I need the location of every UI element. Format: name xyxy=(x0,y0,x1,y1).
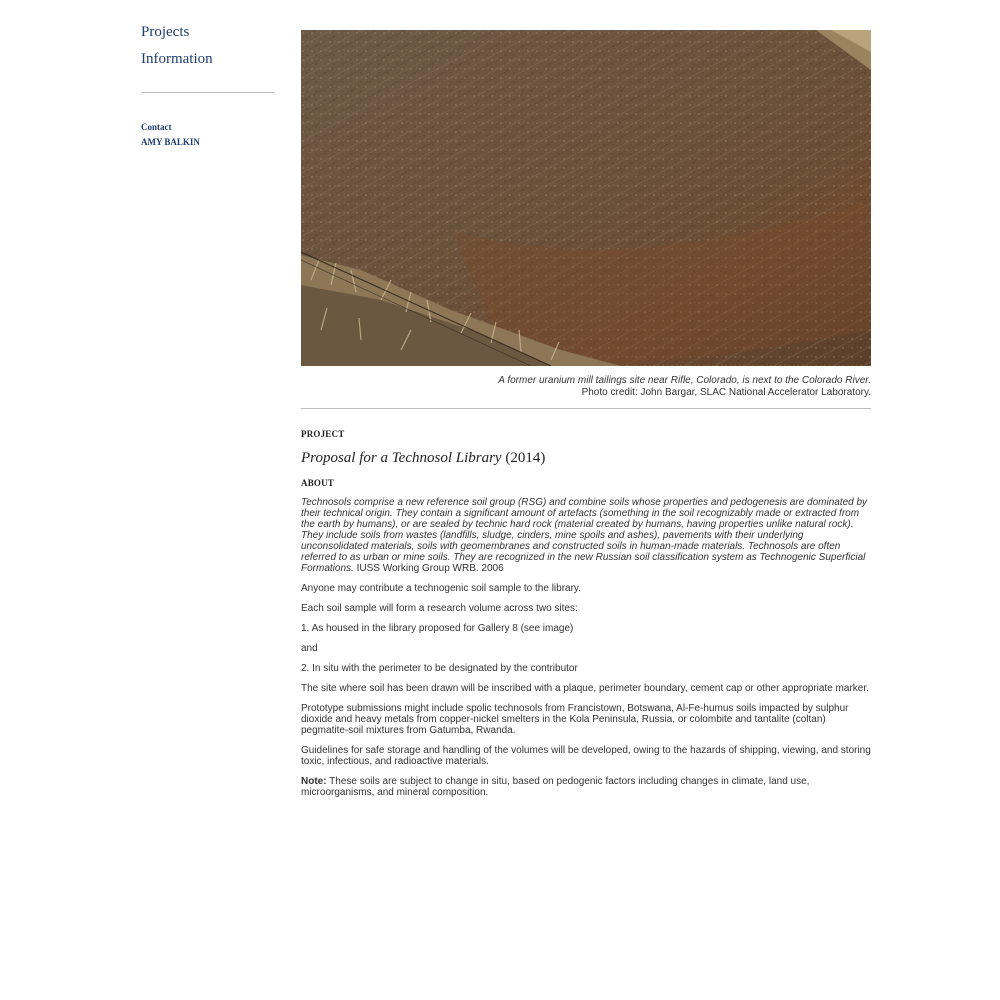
paragraph: Anyone may contribute a technogenic soil sample to the library. xyxy=(301,583,581,594)
paragraph: 1. As housed in the library proposed for Gallery 8 (see image) xyxy=(301,623,574,634)
paragraph: Prototype submissions might include spolic technosols from Francistown, Botswana, Al-Fe-humus soils impacted by sulphur dioxide and heavy metals from copper-nickel smelters in the Kola Peninsula, Russia, or colombite and tantalite (coltan) pegmatite-soil mixtures from Gatumba, Rwanda. xyxy=(301,703,849,736)
quote-source: IUSS Working Group WRB. 2006 xyxy=(353,563,504,574)
photo-caption xyxy=(301,375,871,399)
sidebar-divider xyxy=(141,92,275,93)
paragraph: The site where soil has been drawn will be inscribed with a plaque, perimeter boundary, cement cap or other appropriate marker. xyxy=(301,683,869,694)
nav-projects-link[interactable]: Projects xyxy=(141,24,190,40)
paragraph: 2. In situ with the perimeter to be designated by the contributor xyxy=(301,663,578,674)
paragraph: Each soil sample will form a research volume across two sites: xyxy=(301,603,578,614)
caption-credit: Photo credit: John Bargar, SLAC National Accelerator Laboratory. xyxy=(581,387,871,398)
paragraph: and xyxy=(301,643,318,654)
paragraph: Guidelines for safe storage and handling of the volumes will be developed, owing to the hazards of shipping, viewing, and storing toxic, infectious, and radioactive materials. xyxy=(301,745,871,767)
artist-name-link[interactable]: AMY BALKIN xyxy=(141,137,200,147)
project-year: (2014) xyxy=(505,450,546,466)
about-label: ABOUT xyxy=(301,478,335,488)
contact-block xyxy=(141,120,275,150)
note-paragraph xyxy=(301,776,871,798)
note-text: These soils are subject to change in situ, based on pedogenic factors including changes in climate, land use, microorganisms, and mineral composition. xyxy=(301,776,810,798)
project-photo xyxy=(301,30,871,366)
contact-link[interactable]: Contact xyxy=(141,122,172,132)
project-label: PROJECT xyxy=(301,429,345,439)
nav-information-link[interactable]: Information xyxy=(141,51,213,67)
sidebar xyxy=(141,22,275,150)
note-label: Note: xyxy=(301,776,327,787)
quote-text: Technosols comprise a new reference soil group (RSG) and combine soils whose properties and pedogenesis are dominated by their technical origin. They contain a significant amount of artefacts (something in the soil recognizably made or extracted from the earth by humans), or are sealed by technic hard rock (material created by humans, having properties unlike natural rock). They include soils from wastes (landfills, sludge, cinders, mine spoils and ashes), pavements with their underlying unconsolidated materials, soils with geomembranes and constructed soils in human-made materials. Technosols are often referred to as urban or mine soils. They are recognized in the new Russian soil classification system as Technogenic Superficial Formations. xyxy=(301,497,868,574)
project-title-text: Proposal for a Technosol Library xyxy=(301,450,502,466)
main-content xyxy=(301,30,871,798)
content-divider xyxy=(301,408,871,409)
project-title xyxy=(301,450,871,467)
definition-quote xyxy=(301,497,871,574)
caption-description: A former uranium mill tailings site near Rifle, Colorado, is next to the Colorado River. xyxy=(498,375,871,386)
